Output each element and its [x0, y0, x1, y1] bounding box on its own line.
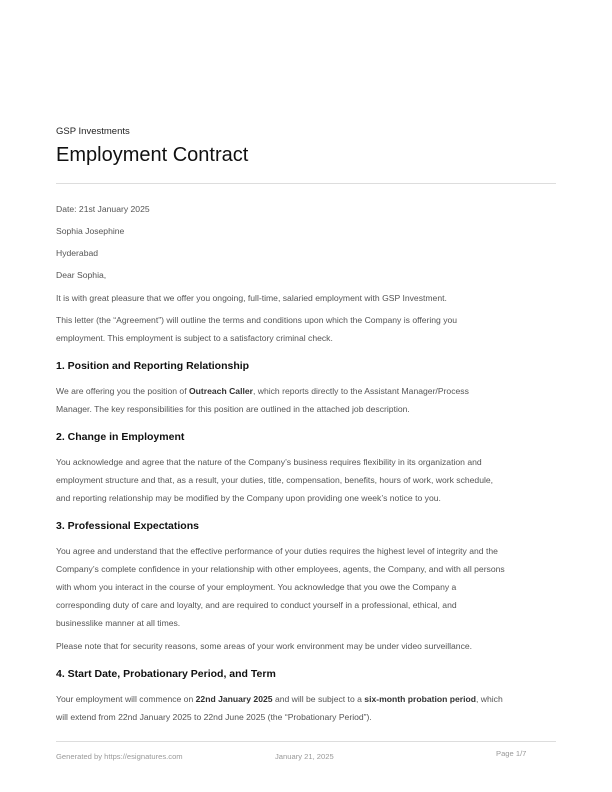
paragraph-line — [56, 332, 333, 344]
bold-text: Outreach Caller — [188, 386, 253, 396]
text-segment: corresponding duty of care and loyalty, and are required to conduct yourself in a professional, ethical, and — [56, 600, 457, 610]
footer-divider — [56, 741, 556, 742]
text-segment: Manager. The key responsibilities for this position are outlined in the attached job description. — [56, 404, 410, 414]
paragraph-line — [56, 247, 98, 259]
text-segment: Your employment will commence on — [56, 694, 196, 704]
paragraph-line — [56, 693, 503, 705]
text-segment: employment structure and that, as a result, your duties, title, compensation, benefits, hours of work, work schedule, — [56, 475, 494, 485]
text-segment: and reporting relationship may be modified by the Company upon providing one week’s notice to you. — [56, 493, 441, 503]
page-title: Employment Contract — [56, 144, 249, 166]
paragraph-line — [56, 385, 469, 397]
section-heading: 1. Position and Reporting Relationship — [56, 360, 250, 372]
text-segment: Hyderabad — [56, 248, 99, 258]
text-segment: will extend from 22nd January 2025 to 22nd June 2025 (the “Probationary Period”). — [56, 712, 372, 722]
text-segment: Sophia Josephine — [56, 226, 125, 236]
text-segment: Date: 21st January 2025 — [56, 204, 150, 214]
text-segment: , which reports directly to the Assistant Manager/Process — [252, 386, 469, 396]
paragraph-line — [56, 599, 457, 611]
text-segment: It is with great pleasure that we offer you ongoing, full-time, salaried employment with GSP Investment. — [56, 293, 447, 303]
text-segment: Dear Sophia, — [56, 270, 107, 280]
paragraph-line — [56, 292, 447, 304]
paragraph-line — [56, 474, 493, 486]
paragraph-line — [56, 492, 441, 504]
paragraph-line — [56, 225, 124, 237]
text-segment: , which — [476, 694, 503, 704]
text-segment: Company’s complete confidence in your relationship with other employees, agents, the Company, and with all persons — [56, 564, 505, 574]
company-name: GSP Investments — [56, 126, 130, 137]
text-segment: This letter (the “Agreement”) will outline the terms and conditions upon which the Company is offering you — [56, 315, 458, 325]
footer-page-number: Page 1/7 — [496, 749, 527, 758]
footer-date: January 21, 2025 — [275, 752, 334, 761]
paragraph-line — [56, 545, 498, 557]
bold-text: 22nd January 2025 — [195, 694, 273, 704]
paragraph-line — [56, 617, 180, 629]
paragraph-line — [56, 203, 150, 215]
header-divider — [56, 183, 556, 184]
paragraph-line — [56, 581, 456, 593]
text-segment: You agree and understand that the effective performance of your duties requires the highest level of integrity and the — [56, 546, 498, 556]
footer-generated: Generated by https://esignatures.com — [56, 752, 183, 761]
paragraph-line — [56, 711, 372, 723]
paragraph-line — [56, 563, 505, 575]
text-segment: and will be subject to a — [272, 694, 365, 704]
text-segment: We are offering you the position of — [56, 386, 189, 396]
paragraph-line — [56, 456, 482, 468]
text-segment: employment. This employment is subject to a satisfactory criminal check. — [56, 333, 333, 343]
text-segment: You acknowledge and agree that the nature of the Company’s business requires flexibility in its organization and — [56, 457, 482, 467]
section-heading: 3. Professional Expectations — [56, 520, 199, 532]
section-heading: 2. Change in Employment — [56, 431, 185, 443]
text-segment: Please note that for security reasons, some areas of your work environment may be under video surveillance. — [56, 641, 473, 651]
text-segment: with whom you interact in the course of your employment. You acknowledge that you owe the Company a — [56, 582, 457, 592]
text-segment: businesslike manner at all times. — [56, 618, 181, 628]
paragraph-line — [56, 403, 410, 415]
section-heading: 4. Start Date, Probationary Period, and Term — [56, 668, 276, 680]
paragraph-line — [56, 314, 457, 326]
paragraph-line — [56, 640, 472, 652]
bold-text: six-month probation period — [364, 694, 477, 704]
paragraph-line — [56, 269, 106, 281]
